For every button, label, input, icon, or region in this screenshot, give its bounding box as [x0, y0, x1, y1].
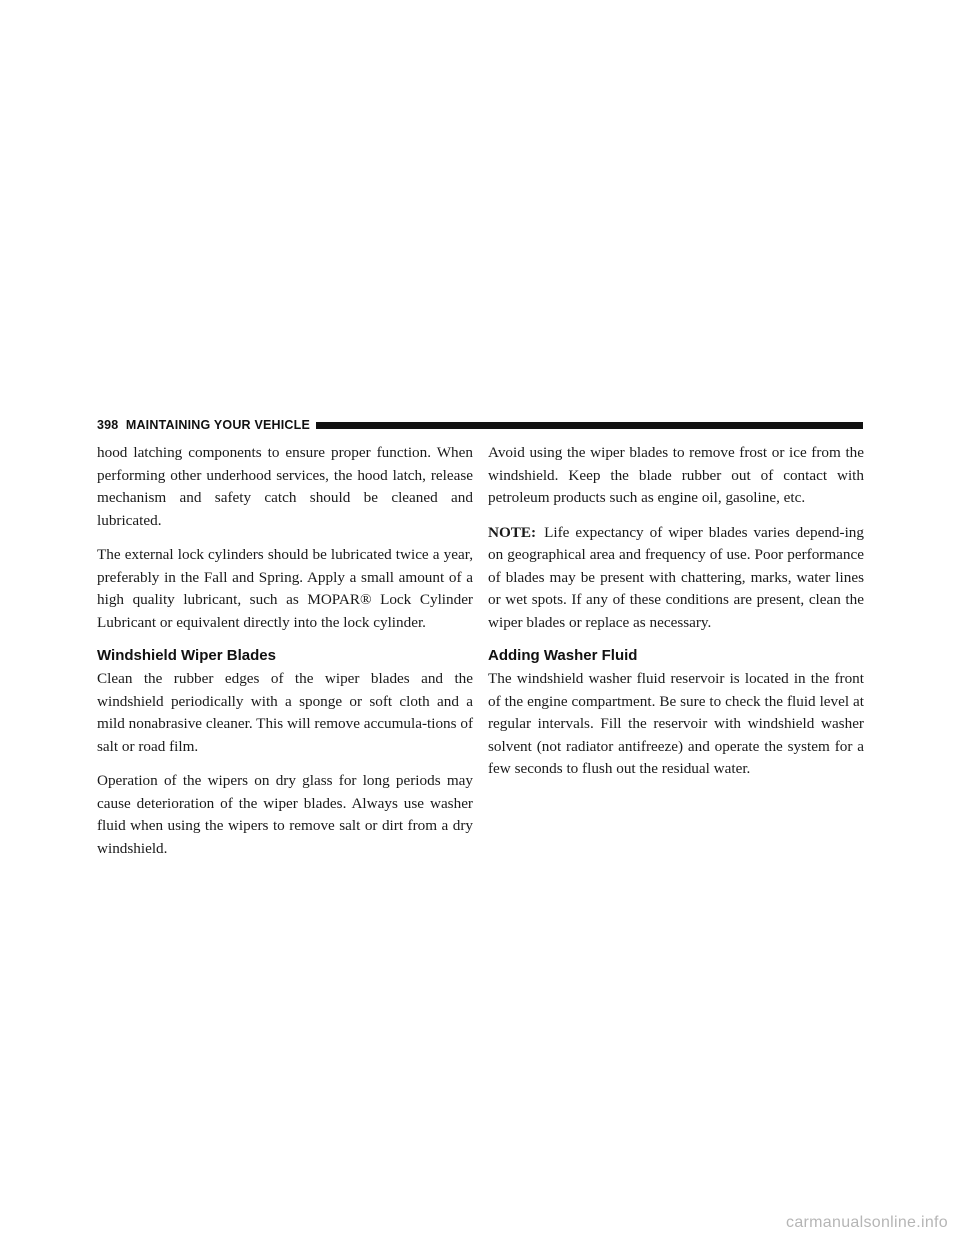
- paragraph-hood-latch: hood latching components to ensure proper function. When performing other underhood services, the hood latch, release mechanism and safety catch should be cleaned and lubricated.: [97, 444, 473, 529]
- note-label: NOTE:: [488, 523, 537, 541]
- note-paragraph: [488, 522, 864, 635]
- right-column: [488, 442, 864, 793]
- paragraph-washer-reservoir: The windshield washer fluid reservoir is located in the front of the engine compartment. Be sure to check the fluid level at regular intervals. Fill the reservoir with windshield washer solvent (not radiator antifreeze) and operate the system for a few seconds to flush out the residual water.: [488, 670, 864, 777]
- paragraph-lock-cylinders: The external lock cylinders should be lubricated twice a year, preferably in the Fall and Spring. Apply a small amount of a high quality lubricant, such as MOPAR® Lock Cylinder Lubricant or equivalent directly into the lock cylinder.: [97, 546, 473, 631]
- paragraph-clean-wiper-blades: Clean the rubber edges of the wiper blades and the windshield periodically with a sponge or soft cloth and a mild nonabrasive cleaner. This will remove accumula-tions of salt or road film.: [97, 670, 473, 755]
- watermark: carmanualsonline.info: [786, 1214, 948, 1231]
- heading-windshield-wiper-blades: Windshield Wiper Blades: [97, 647, 276, 664]
- page-header: [97, 417, 863, 433]
- page-header-text: [97, 418, 316, 432]
- section-title: MAINTAINING YOUR VEHICLE: [125, 418, 311, 432]
- heading-adding-washer-fluid: Adding Washer Fluid: [488, 647, 638, 664]
- header-rule: [316, 422, 863, 429]
- paragraph-avoid-frost: Avoid using the wiper blades to remove frost or ice from the windshield. Keep the blade rubber out of contact with petroleum products such as engine oil, gasoline, etc.: [488, 444, 864, 506]
- note-text: Life expectancy of wiper blades varies depend-ing on geographical area and frequency of use. Poor performance of blades may be present with chattering, marks, water lines or wet spots. If any of these conditions are present, clean the wiper blades or replace as necessary.: [488, 523, 864, 631]
- left-column: [97, 442, 473, 872]
- page-number: 398: [97, 418, 119, 432]
- paragraph-dry-glass: Operation of the wipers on dry glass for long periods may cause deterioration of the wiper blades. Always use washer fluid when using the wipers to remove salt or dirt from a dry windshield.: [97, 772, 473, 857]
